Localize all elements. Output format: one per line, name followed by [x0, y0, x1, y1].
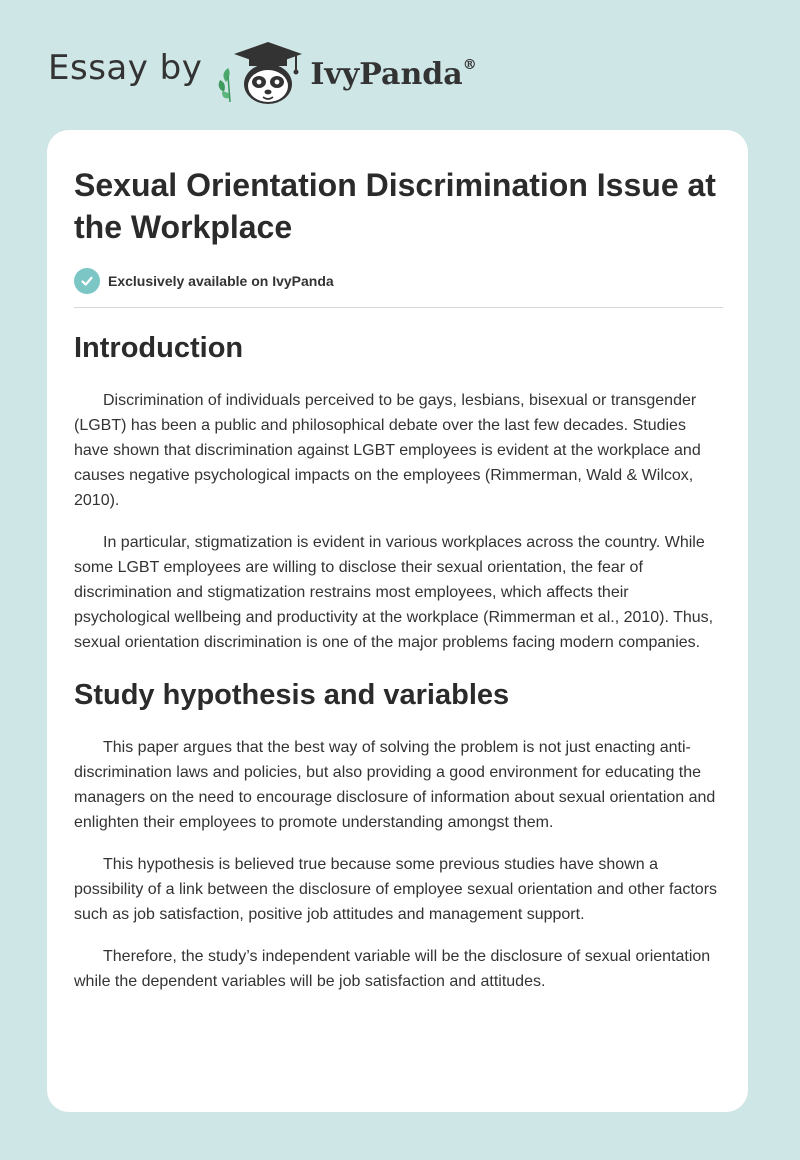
essay-title: Sexual Orientation Discrimination Issue at the Workplace: [74, 167, 716, 245]
exclusive-badge: [74, 268, 721, 294]
paragraph: In particular, stigmatization is evident in various workplaces across the country. While some LGBT employees are willing to disclose their sexual orientation, the fear of discrimination and stigmatization restrains most employees, which affects their psychological wellbeing and productivity at the workplace (Rimmerman et al., 2010). Thus, sexual orientation discrimination is one of the major problems facing modern companies.: [74, 534, 714, 651]
section-body-introduction: [74, 388, 721, 655]
badge-text: Exclusively available on IvyPanda: [108, 273, 334, 289]
panda-logo-icon: [216, 36, 308, 108]
divider: [74, 307, 723, 308]
brand-name: IvyPanda®: [310, 56, 477, 92]
section-heading-introduction: Introduction: [74, 332, 244, 364]
paragraph: This paper argues that the best way of solving the problem is not just enacting anti-discrimination laws and policies, but also providing a good environment for educating the managers on the need to encourage disclosure of information about sexual orientation and enlighten their employees to promote understanding amongst them.: [74, 739, 716, 831]
section-heading-study: Study hypothesis and variables: [74, 679, 510, 711]
registered-mark: ®: [462, 56, 477, 73]
essay-card: [47, 130, 748, 1112]
paragraph: This hypothesis is believed true because some previous studies have shown a possibility of a link between the disclosure of employee sexual orientation and other factors such as job satisfaction, positive job attitudes and management support.: [74, 856, 718, 923]
paragraph: Discrimination of individuals perceived to be gays, lesbians, bisexual or transgender (LGBT) has been a public and philosophical debate over the last few decades. Studies have shown that discrimination against LGBT employees is evident at the workplace and causes negative psychological impacts on the employees (Rimmerman, Wald & Wilcox, 2010).: [74, 392, 701, 509]
checkmark-icon: [74, 268, 100, 294]
brand-header: [48, 36, 477, 108]
paragraph: Therefore, the study’s independent variable will be the disclosure of sexual orientation while the dependent variables will be job satisfaction and attitudes.: [74, 948, 711, 990]
brand-prefix: Essay by: [48, 48, 203, 88]
section-body-study: [74, 735, 721, 994]
